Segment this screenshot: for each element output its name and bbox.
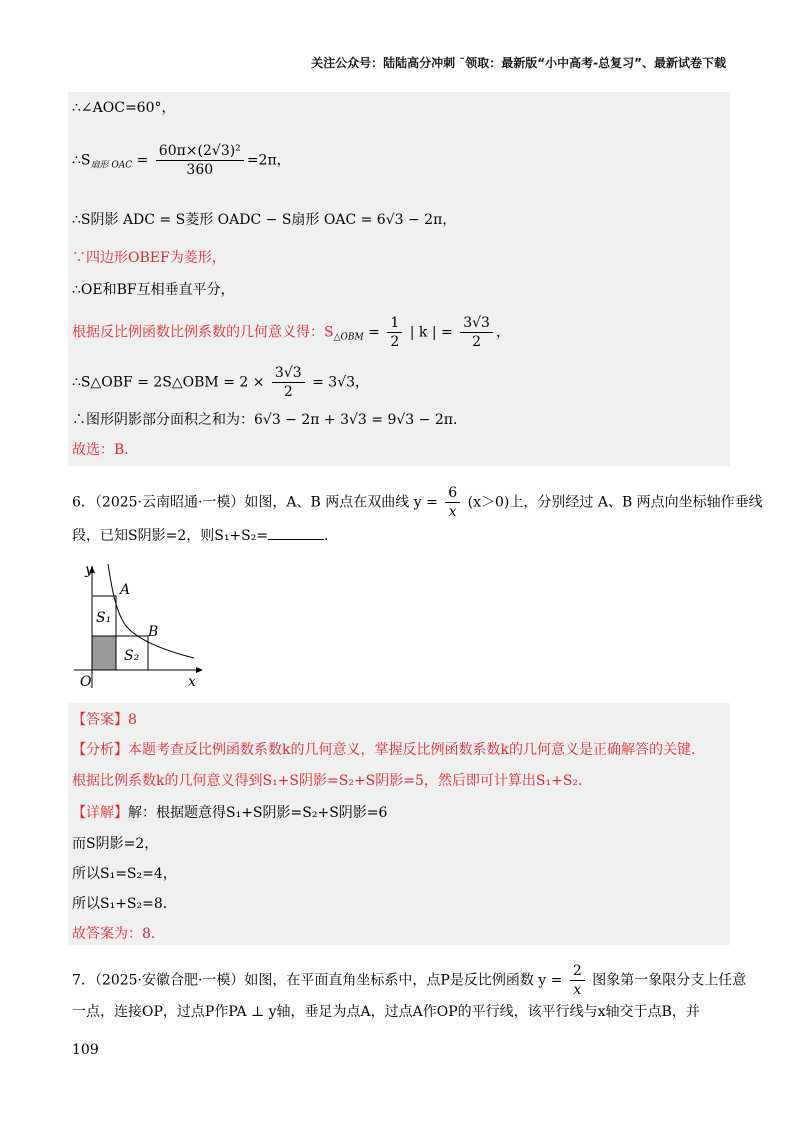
detail-line2: 而S阴影=2， bbox=[72, 836, 159, 852]
sol-line-1: ∴∠AOC=60°， bbox=[72, 100, 176, 116]
detail-tag: 【详解】 bbox=[72, 805, 128, 821]
sol-l6-num2: 3√3 bbox=[460, 314, 493, 333]
sol-l6-num1: 1 bbox=[387, 314, 402, 333]
origin-label: O bbox=[80, 674, 92, 690]
answer-blank bbox=[268, 527, 324, 540]
sol-l7-den: 2 bbox=[283, 384, 293, 400]
sol-l6-mid: | k | = bbox=[409, 324, 453, 341]
answer6: 【答案】8 bbox=[72, 712, 137, 728]
p7-frac-num: 2 bbox=[570, 962, 585, 981]
sol-line-2: $\therefore S_{扇形 OAC}$ = $\frac{\text{60π×(2√3)²}}{360}$ =2π， bbox=[72, 143, 291, 178]
detail-line3: 所以S₁=S₂=4， bbox=[72, 866, 177, 882]
p6-line2-end: ． bbox=[324, 528, 339, 544]
sol-line-9: 故选：B． bbox=[72, 442, 139, 458]
hyperbola-figure bbox=[70, 560, 210, 690]
sol-line-8: ∴图形阴影部分面积之和为：6√3 − 2π + 3√3 = 9√3 − 2π． bbox=[72, 412, 467, 428]
problem7-line1 bbox=[72, 962, 746, 999]
detail-line1 bbox=[72, 803, 387, 823]
sol-l2-tail: =2π， bbox=[246, 152, 291, 169]
point-a-label: A bbox=[120, 582, 131, 598]
sol-l7-tail: = 3√3， bbox=[312, 374, 370, 391]
sol-l2-prefix: ∴S bbox=[72, 152, 91, 169]
p6-frac bbox=[445, 484, 460, 521]
sol-l2-den: 360 bbox=[186, 162, 214, 178]
sol-line-5: ∴OE和BF互相垂直平分， bbox=[72, 282, 235, 298]
p7-line1-pre: 7．（2025·安徽合肥·一模）如图，在平面直角坐标系中，点P是反比例函数 y = bbox=[72, 972, 563, 989]
problem6-line2 bbox=[72, 526, 338, 546]
sol-l6-frac1 bbox=[387, 314, 402, 351]
p6-line1-post: (x＞0)上，分别经过 A、B 两点向坐标轴作垂线 bbox=[467, 494, 763, 511]
x-axis-arrow bbox=[196, 667, 203, 673]
sol-l6-text: 根据反比例函数比例系数的几何意义得：S bbox=[72, 324, 334, 341]
sol-l6-den2: 2 bbox=[472, 334, 482, 350]
sol-line-4: ∵四边形OBEF为菱形， bbox=[72, 250, 226, 266]
p7-line1-post: 图象第一象限分支上任意 bbox=[592, 972, 747, 989]
analysis-line1: 【分析】本题考查反比例函数系数k的几何意义，掌握反比例函数系数k的几何意义是正确解答的关键． bbox=[72, 742, 705, 758]
sol-l6-den1: 2 bbox=[390, 334, 400, 350]
s1-label: S₁ bbox=[96, 610, 112, 626]
sol-line-7 bbox=[72, 364, 369, 401]
p7-frac-den: x bbox=[573, 982, 582, 998]
point-b-label: B bbox=[148, 624, 159, 640]
p6-frac-num: 6 bbox=[445, 484, 460, 503]
x-label: x bbox=[188, 674, 196, 690]
detail-line4: 所以S₁+S₂=8． bbox=[72, 896, 177, 912]
sol-l7-num: 3√3 bbox=[272, 364, 305, 383]
p6-line2: 段，已知S阴影=2，则S₁+S₂= bbox=[72, 528, 269, 544]
sol-line-3: ∴S阴影 ADC = S菱形 OADC − S扇形 OAC = 6√3 − 2π， bbox=[72, 212, 457, 228]
sol-l2-fraction bbox=[156, 142, 244, 179]
sol-l6-frac2 bbox=[460, 314, 493, 351]
sol-l2-num: 60π×(2√3)² bbox=[156, 142, 244, 161]
sol-line-6: 根据反比例函数比例系数的几何意义得：$S_{\triangle OBM}$ = $\frac{1}{2}$ | k | = $\frac{3√3}{2}$ ， bbox=[72, 315, 510, 350]
s2-label: S₂ bbox=[124, 648, 140, 664]
detail-text: 解：根据题意得S₁+S阴影=S₂+S阴影=6 bbox=[128, 805, 388, 821]
sol-l2-sub: 扇形 OAC bbox=[90, 160, 133, 171]
page-header: 关注公众号：陆陆高分冲刺 ˜领取：最新版“小中高考-总复习”、最新试卷下载 bbox=[311, 56, 726, 70]
p6-frac-den: x bbox=[448, 504, 457, 520]
sol-l6-sub: △OBM bbox=[333, 332, 364, 343]
analysis-line2: 根据比例系数k的几何意义得到S₁+S阴影=S₂+S阴影=5，然后即可计算出S₁+S₂． bbox=[72, 773, 593, 789]
p6-line1-pre: 6．（2025·云南昭通·一模）如图，A、B 两点在双曲线 y = bbox=[72, 494, 438, 511]
sol-l7-frac bbox=[272, 364, 305, 401]
problem7-line2: 一点，连接OP，过点P作PA ⊥ y轴，垂足为点A，过点A作OP的平行线，该平行线与x轴交于点B，并 bbox=[72, 1004, 700, 1020]
p7-frac bbox=[570, 962, 585, 999]
problem6-line1 bbox=[72, 484, 763, 521]
detail-line5: 故答案为：8． bbox=[72, 926, 165, 942]
page-number: 109 bbox=[72, 1042, 99, 1058]
y-label: y bbox=[85, 562, 93, 578]
sol-l7-pre: ∴S△OBF = 2S△OBM = 2 × bbox=[72, 374, 265, 391]
hyperbola-curve bbox=[108, 564, 194, 658]
shaded-rect bbox=[92, 636, 116, 670]
